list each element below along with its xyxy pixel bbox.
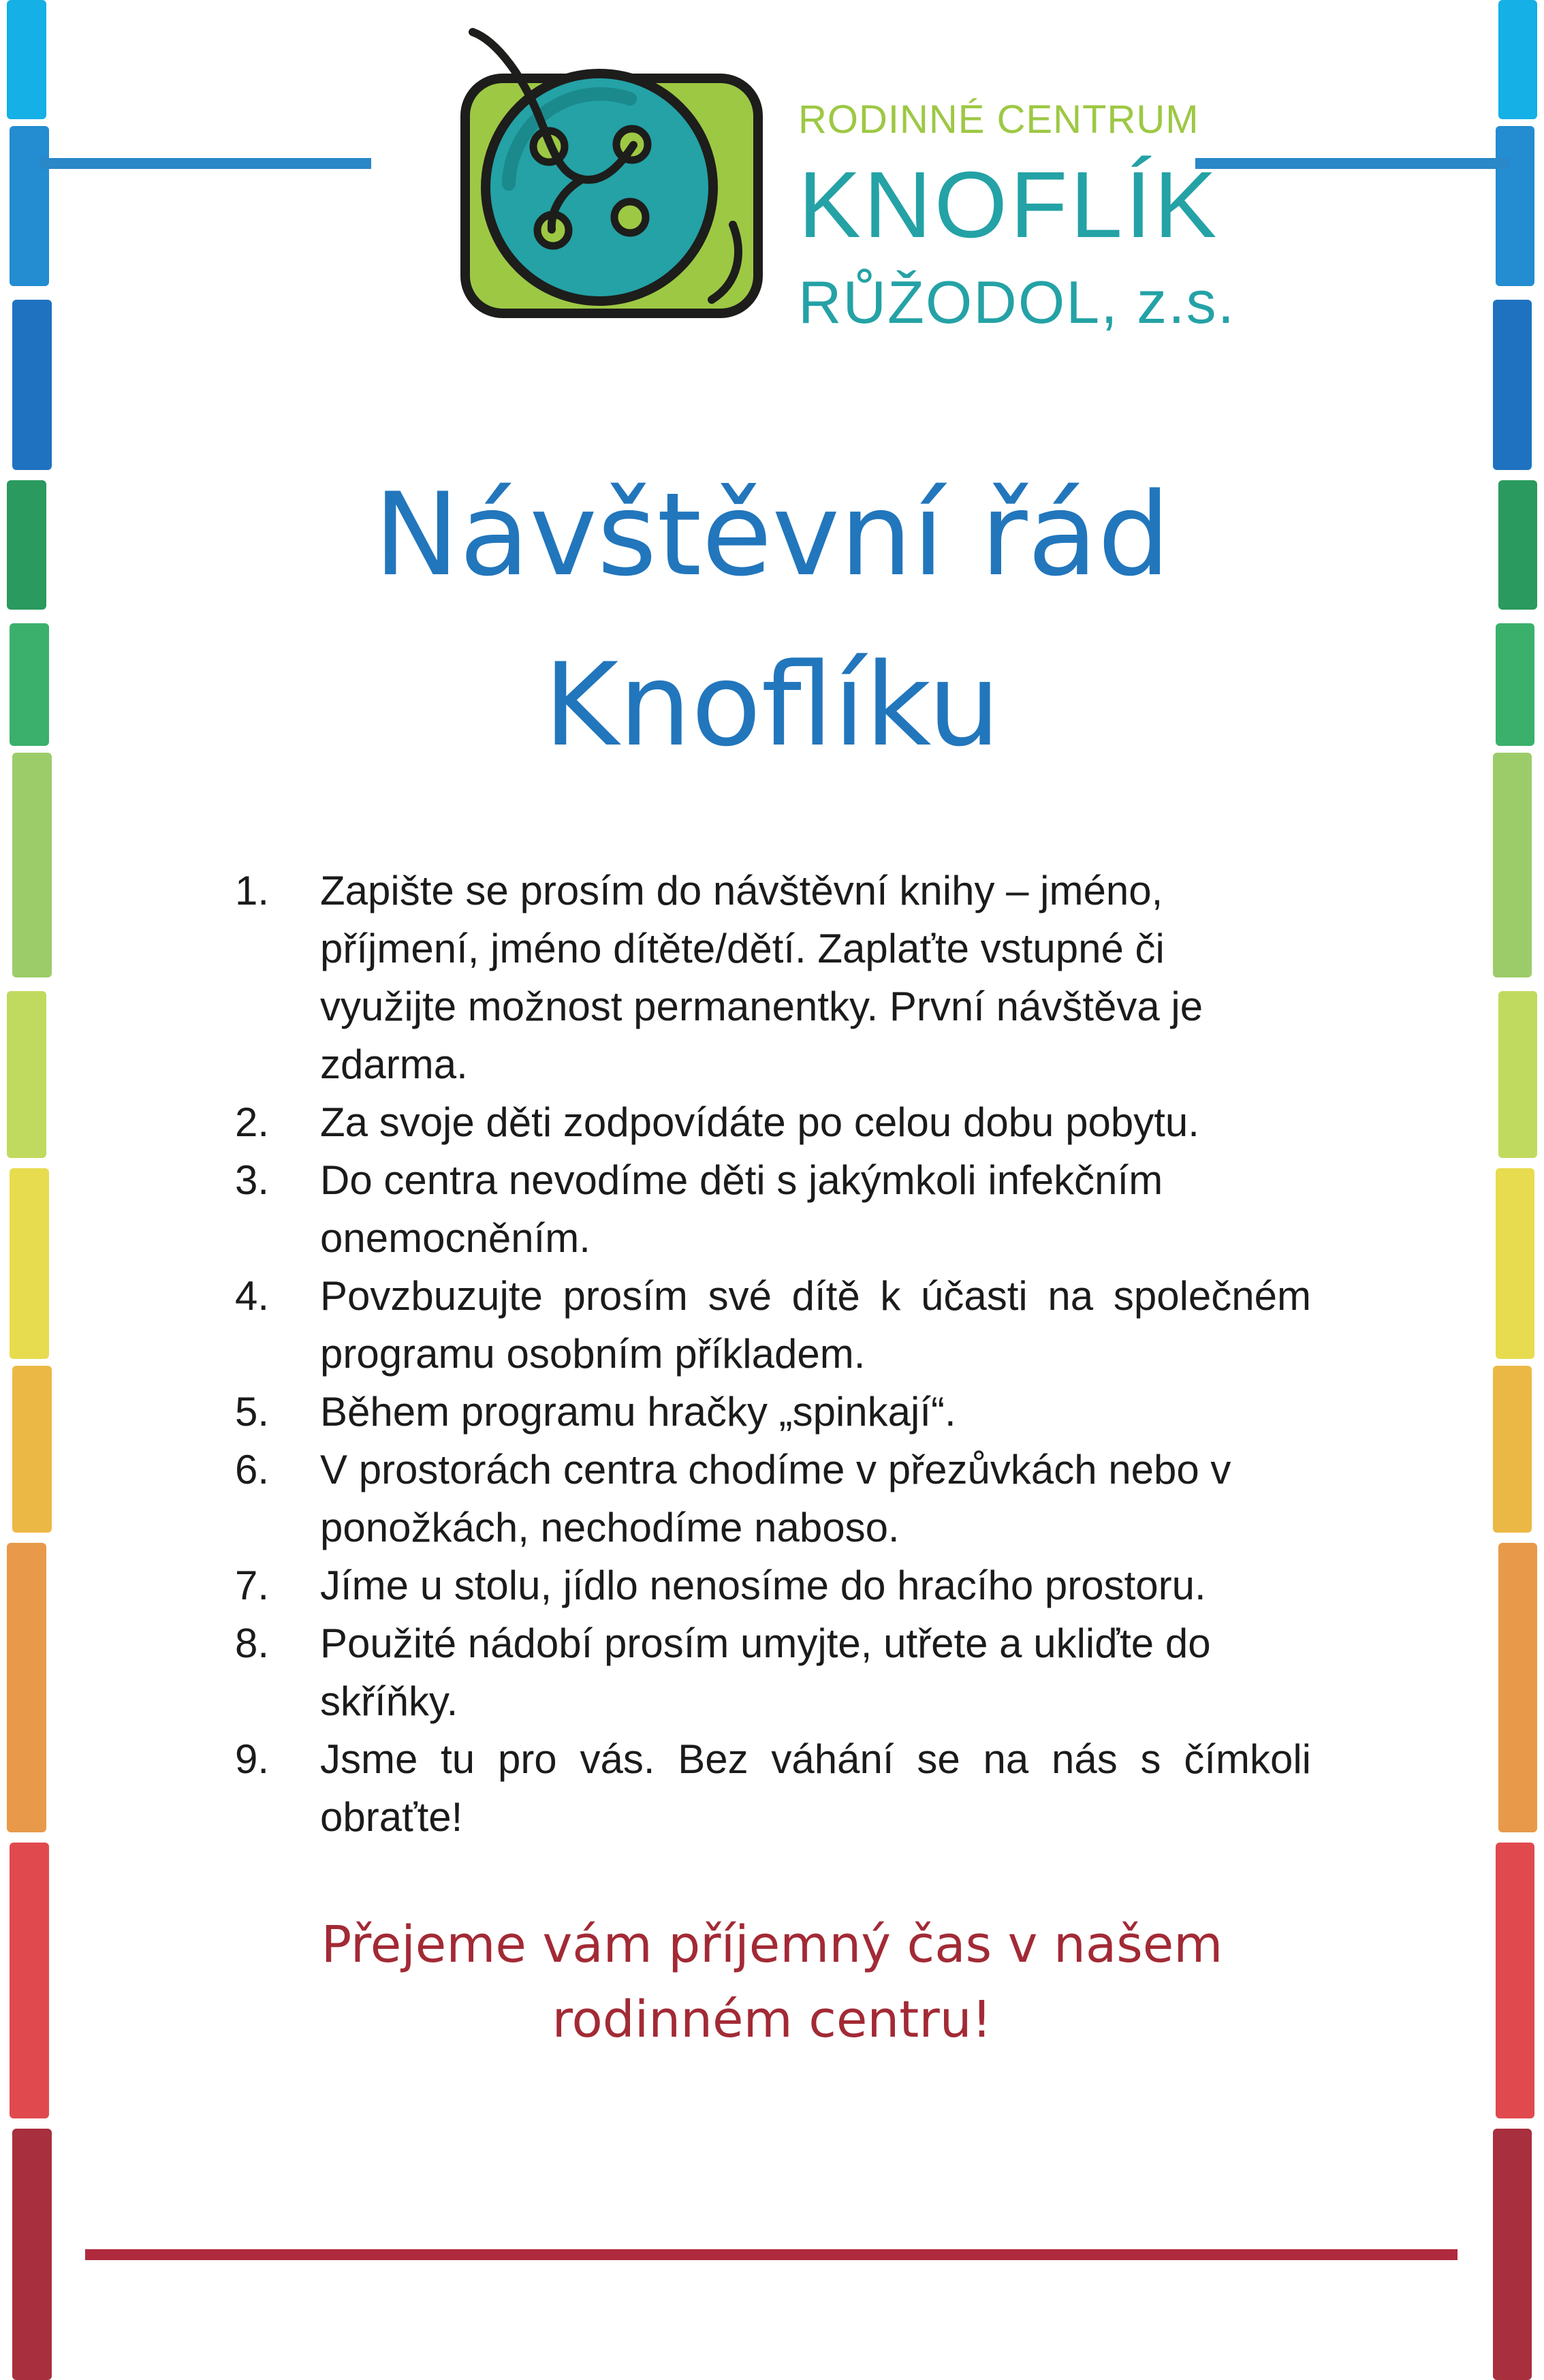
rule-number: 4. bbox=[235, 1273, 270, 1319]
rule-text: Jsme tu pro vás. Bez váhání se na nás s čímkoli obraťte! bbox=[320, 1736, 1311, 1840]
rule-item bbox=[235, 1730, 1311, 1846]
left-stripe-segment bbox=[7, 1543, 46, 1832]
rule-number: 6. bbox=[235, 1447, 270, 1492]
logo-text-ruzodol: RŮŽODOL, z.s. bbox=[798, 268, 1236, 336]
right-stripe-segment bbox=[1493, 300, 1532, 470]
right-stripe-segment bbox=[1498, 991, 1537, 1158]
rule-text: Za svoje děti zodpovídáte po celou dobu pobytu. bbox=[320, 1099, 1199, 1145]
rule-text: Povzbuzujte prosím své dítě k účasti na společném programu osobním příkladem. bbox=[320, 1273, 1311, 1377]
left-stripe-segment bbox=[7, 0, 46, 119]
rule-number: 9. bbox=[235, 1736, 270, 1782]
rule-text: V prostorách centra chodíme v přezůvkách nebo v ponožkách, nechodíme naboso. bbox=[320, 1447, 1231, 1550]
page-title bbox=[0, 450, 1544, 790]
rules-list bbox=[235, 862, 1311, 1846]
right-stripe-segment bbox=[1498, 0, 1537, 119]
left-stripe-segment bbox=[12, 2129, 52, 2380]
rule-text: Jíme u stolu, jídlo nenosíme do hracího prostoru. bbox=[320, 1563, 1206, 1608]
rule-number: 7. bbox=[235, 1563, 270, 1608]
rule-number: 2. bbox=[235, 1099, 270, 1145]
rule-item bbox=[235, 1614, 1311, 1730]
page-title-line2: Knoflíku bbox=[543, 638, 1001, 772]
left-stripe-segment bbox=[10, 1168, 49, 1359]
button-icon bbox=[465, 32, 758, 313]
rule-text: Do centra nevodíme děti s jakýmkoli infekčním onemocněním. bbox=[320, 1157, 1163, 1261]
closing-message bbox=[0, 1907, 1544, 2057]
rule-item bbox=[235, 1151, 1311, 1267]
right-stripe-segment bbox=[1498, 1543, 1537, 1832]
left-stripe-segment bbox=[12, 300, 52, 470]
right-stripe-segment bbox=[1493, 1366, 1532, 1533]
rule-text: Během programu hračky „spinkají“. bbox=[320, 1389, 956, 1435]
logo-text-rodinne-centrum: RODINNÉ CENTRUM bbox=[798, 97, 1199, 142]
left-stripe-segment bbox=[7, 991, 46, 1158]
rule-item bbox=[235, 1556, 1311, 1614]
left-stripe-segment bbox=[12, 1366, 52, 1533]
closing-line2: rodinném centru! bbox=[552, 1990, 992, 2049]
rule-item bbox=[235, 1267, 1311, 1383]
right-stripe-segment bbox=[1496, 1168, 1534, 1359]
rule-number: 1. bbox=[235, 868, 270, 913]
rule-text: Zapište se prosím do návštěvní knihy – jméno, příjmení, jméno dítěte/dětí. Zaplaťte vstupné či využijte možnost permanentky. První návštěva je zdarma. bbox=[320, 868, 1203, 1087]
rule-number: 3. bbox=[235, 1157, 270, 1203]
rule-item bbox=[235, 1093, 1311, 1151]
rule-number: 5. bbox=[235, 1389, 270, 1435]
rule-text: Použité nádobí prosím umyjte, utřete a ukliďte do skříňky. bbox=[320, 1620, 1211, 1724]
rule-number: 8. bbox=[235, 1620, 270, 1666]
rule-item bbox=[235, 862, 1311, 1093]
closing-line1: Přejeme vám příjemný čas v našem bbox=[321, 1915, 1223, 1974]
rule-item bbox=[235, 1383, 1311, 1441]
logo-text-knoflik: KNOFLÍK bbox=[798, 153, 1220, 257]
right-stripe-segment bbox=[1493, 2129, 1532, 2380]
left-stripe-segment bbox=[10, 126, 49, 286]
right-stripe-segment bbox=[1496, 126, 1534, 286]
button-logo bbox=[465, 32, 758, 313]
rule-item bbox=[235, 1441, 1311, 1556]
page-title-line1: Návštěvní řád bbox=[373, 468, 1171, 601]
